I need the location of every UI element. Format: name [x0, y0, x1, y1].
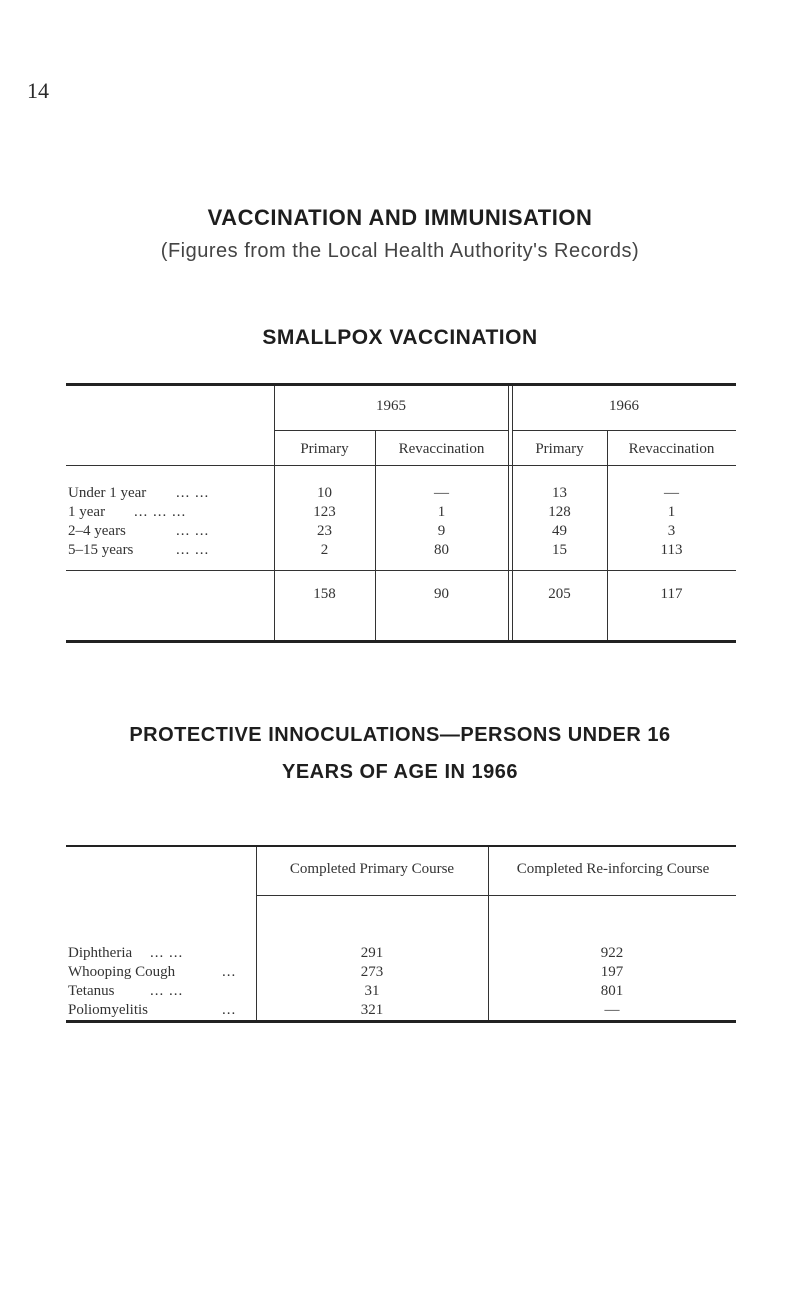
- col-header: Revaccination: [398, 441, 485, 457]
- table-cell: 80: [434, 542, 449, 558]
- table-cell: 801: [600, 983, 624, 999]
- table-cell: 49: [552, 523, 567, 539]
- table-bottom-rule: [66, 640, 736, 643]
- total-cell: 158: [313, 586, 336, 602]
- table-cell: 23: [317, 523, 332, 539]
- col-header: Revaccination: [628, 441, 715, 457]
- col-header: Completed Re-inforcing Course: [516, 861, 710, 877]
- table-cell: 123: [313, 504, 336, 520]
- table-cell: 197: [600, 964, 624, 980]
- table-cell: 1: [667, 504, 676, 520]
- col-header: Primary: [300, 441, 349, 457]
- col-header: Completed Primary Course: [289, 861, 455, 877]
- divider: [508, 386, 509, 640]
- table-cell: 13: [552, 485, 567, 501]
- page-heading: VACCINATION AND IMMUNISATION: [207, 205, 593, 230]
- page-number: 14: [27, 78, 49, 103]
- row-label: Under 1 year: [68, 485, 147, 501]
- row-label: Poliomyelitis: [68, 1002, 149, 1018]
- row-label: Diphtheria: [68, 945, 133, 961]
- divider: [66, 570, 736, 571]
- table-cell: 922: [600, 945, 624, 961]
- leader-dots: ... ... ...: [134, 504, 187, 520]
- total-cell: 117: [660, 586, 683, 602]
- table-cell: 273: [360, 964, 384, 980]
- table-cell: —: [434, 485, 449, 501]
- table-top-rule: [66, 383, 736, 386]
- table-cell: 1: [437, 504, 446, 520]
- smallpox-title: SMALLPOX VACCINATION: [262, 326, 538, 349]
- leader-dots: ... ...: [176, 542, 210, 558]
- row-label: 2–4 years: [68, 523, 126, 539]
- table-cell: 2: [320, 542, 329, 558]
- leader-dots: ... ...: [176, 485, 210, 501]
- leader-dots: ...: [222, 1002, 237, 1018]
- table-cell: 128: [548, 504, 571, 520]
- leader-dots: ... ...: [176, 523, 210, 539]
- row-label: Whooping Cough: [68, 964, 176, 980]
- leader-dots: ...: [222, 964, 237, 980]
- divider: [256, 895, 736, 896]
- table-cell: 3: [667, 523, 676, 539]
- table-cell: 9: [437, 523, 446, 539]
- protective-title-line1: PROTECTIVE INNOCULATIONS—PERSONS UNDER 16: [129, 724, 671, 746]
- divider: [512, 430, 736, 431]
- table-cell: 10: [317, 485, 332, 501]
- table-top-rule: [66, 845, 736, 847]
- total-cell: 90: [434, 586, 449, 602]
- col-header: Primary: [535, 441, 584, 457]
- leader-dots: ... ...: [150, 945, 184, 961]
- table-bottom-rule: [66, 1020, 736, 1023]
- leader-dots: ... ...: [150, 983, 184, 999]
- row-label: 1 year: [68, 504, 106, 520]
- protective-title-line2: YEARS OF AGE IN 1966: [282, 761, 518, 783]
- divider: [274, 430, 508, 431]
- year-1965: 1965: [376, 398, 406, 414]
- table-cell: —: [604, 1002, 620, 1018]
- row-label: 5–15 years: [68, 542, 134, 558]
- table-cell: 113: [660, 542, 683, 558]
- table-cell: 31: [364, 983, 380, 999]
- table-cell: —: [664, 485, 679, 501]
- page-subheading: (Figures from the Local Health Authority's Records): [160, 240, 640, 262]
- total-cell: 205: [548, 586, 571, 602]
- table-cell: 15: [552, 542, 567, 558]
- table-cell: 291: [360, 945, 384, 961]
- row-label: Tetanus: [68, 983, 115, 999]
- table-cell: 321: [360, 1002, 384, 1018]
- year-1966: 1966: [609, 398, 639, 414]
- divider: [66, 465, 736, 466]
